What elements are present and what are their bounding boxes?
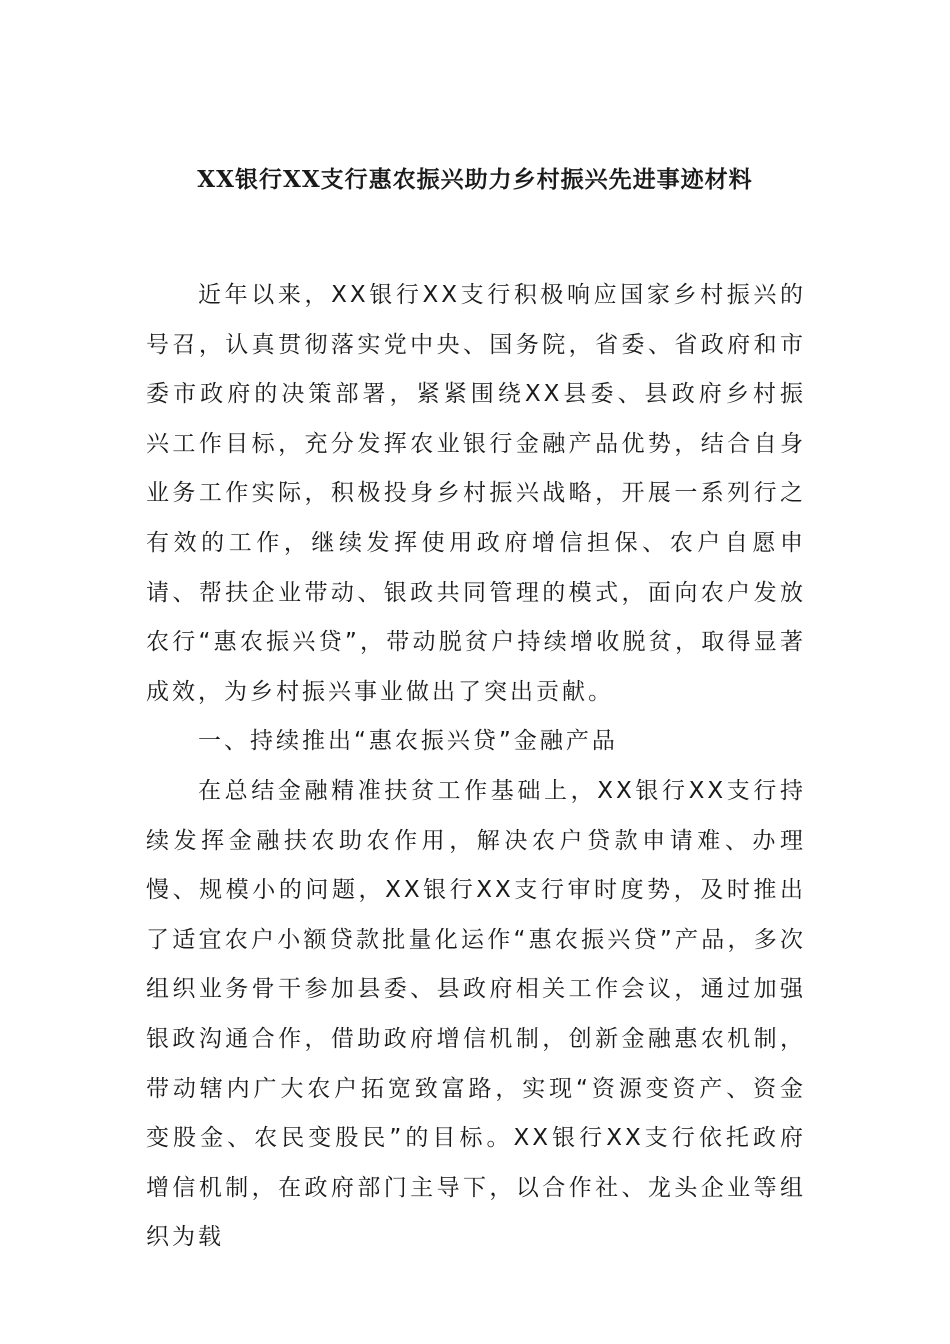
document-body [146,271,806,1263]
document-title: XX银行XX支行惠农振兴助力乡村振兴先进事迹材料 [197,166,753,193]
section-heading: 一、持续推出“惠农振兴贷”金融产品 [198,728,618,755]
intro-paragraph: 近年以来，XX银行XX支行积极响应国家乡村振兴的号召，认真贯彻落实党中央、国务院，省委、省政府和市委市政府的决策部署，紧紧围绕XX县委、县政府乡村振兴工作目标，充分发挥农业银行金融产品优势，结合自身业务工作实际，积极投身乡村振兴战略，开展一系列行之有效的工作，继续发挥使用政府增信担保、农户自愿申请、帮扶企业带动、银政共同管理的模式，面向农户发放农行“惠农振兴贷”，带动脱贫户持续增收脱贫，取得显著成效，为乡村振兴事业做出了突出贡献。 [146,282,806,705]
section-paragraph: 在总结金融精准扶贫工作基础上，XX银行XX支行持续发挥金融扶农助农作用，解决农户贷款申请难、办理慢、规模小的问题，XX银行XX支行审时度势，及时推出了适宜农户小额贷款批量化运作“惠农振兴贷”产品，多次组织业务骨干参加县委、县政府相关工作会议，通过加强银政沟通合作，借助政府增信机制，创新金融惠农机制，带动辖内广大农户拓宽致富路，实现“资源变资产、资金变股金、农民变股民”的目标。XX银行XX支行依托政府增信机制，在政府部门主导下，以合作社、龙头企业等组织为载 [146,777,806,1251]
